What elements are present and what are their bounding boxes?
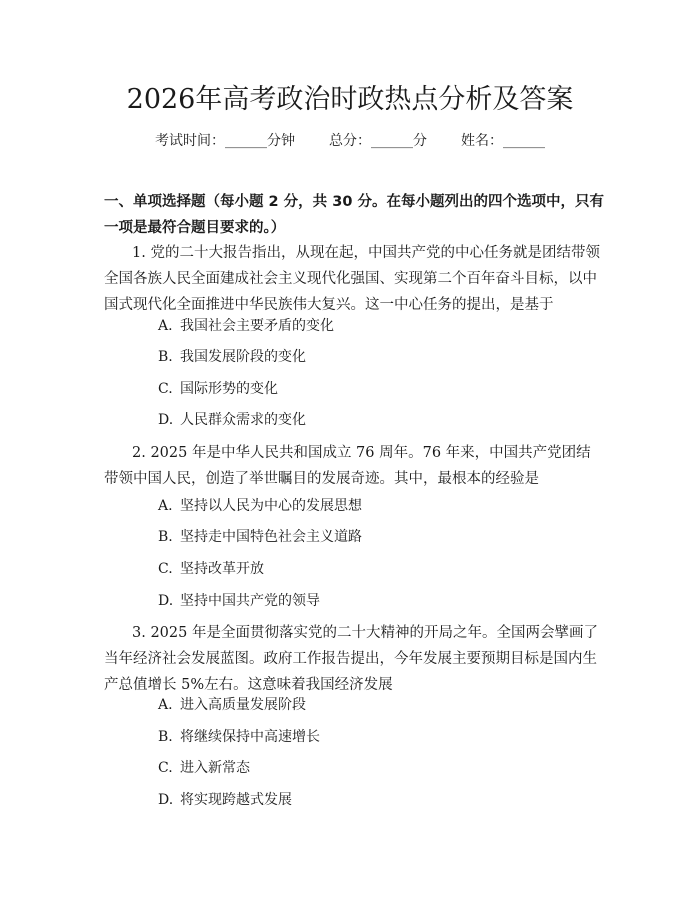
- question-stem: 3. 2025 年是全面贯彻落实党的二十大精神的开局之年。全国两会擘画了当年经济社会发展蓝图。政府工作报告提出，今年发展主要预期目标是国内生产总值增长 5%左右。这意味着我国经济发展: [104, 625, 598, 693]
- option-item: [158, 379, 598, 399]
- option-text: 人民群众需求的变化: [180, 412, 306, 428]
- option-letter: C.: [158, 760, 173, 776]
- option-text: 进入新常态: [180, 760, 250, 776]
- option-text: 国际形势的变化: [180, 381, 278, 397]
- option-text: 坚持中国共产党的领导: [180, 593, 320, 609]
- option-item: [158, 695, 598, 715]
- exam-info-line: [0, 131, 700, 151]
- option-letter: C.: [158, 381, 173, 397]
- option-letter: D.: [158, 412, 174, 428]
- option-text: 坚持走中国特色社会主义道路: [180, 529, 362, 545]
- option-item: [158, 559, 598, 579]
- section-heading: 一、单项选择题（每小题 2 分，共 30 分。在每小题列出的四个选项中，只有一项是最符合题目要求的。）: [104, 194, 604, 236]
- option-item: [158, 591, 598, 611]
- option-letter: D.: [158, 593, 174, 609]
- question-stem: 2. 2025 年是中华人民共和国成立 76 周年。76 年来，中国共产党团结带领中国人民，创造了举世瞩目的发展奇迹。其中，最根本的经验是: [104, 445, 591, 487]
- option-item: [158, 347, 598, 367]
- option-text: 将实现跨越式发展: [180, 792, 292, 808]
- option-letter: B.: [158, 529, 173, 545]
- option-text: 坚持改革开放: [180, 561, 264, 577]
- option-text: 我国发展阶段的变化: [180, 349, 306, 365]
- option-letter: C.: [158, 561, 173, 577]
- page-title: 2026年高考政治时政热点分析及答案: [126, 84, 574, 115]
- option-item: [158, 410, 598, 430]
- option-letter: D.: [158, 792, 174, 808]
- option-letter: A.: [158, 318, 173, 334]
- option-item: [158, 758, 598, 778]
- option-text: 坚持以人民为中心的发展思想: [180, 498, 362, 514]
- option-letter: B.: [158, 729, 173, 745]
- option-text: 将继续保持中高速增长: [180, 729, 320, 745]
- option-text: 我国社会主要矛盾的变化: [180, 318, 334, 334]
- option-item: [158, 727, 598, 747]
- option-text: 进入高质量发展阶段: [180, 697, 306, 713]
- student-name-field: 姓名：______: [461, 133, 545, 149]
- option-item: [158, 496, 598, 516]
- option-letter: B.: [158, 349, 173, 365]
- exam-time-field: 考试时间：______分钟: [155, 133, 295, 149]
- question-stem: 1. 党的二十大报告指出，从现在起，中国共产党的中心任务就是团结带领全国各族人民全面建成社会主义现代化强国、实现第二个百年奋斗目标，以中国式现代化全面推进中华民族伟大复兴。这一中心任务的提出，是基于: [104, 245, 600, 313]
- option-letter: A.: [158, 697, 173, 713]
- option-item: [158, 527, 598, 547]
- total-score-field: 总分：______分: [329, 133, 427, 149]
- option-item: [158, 316, 598, 336]
- option-item: [158, 790, 598, 810]
- option-letter: A.: [158, 498, 173, 514]
